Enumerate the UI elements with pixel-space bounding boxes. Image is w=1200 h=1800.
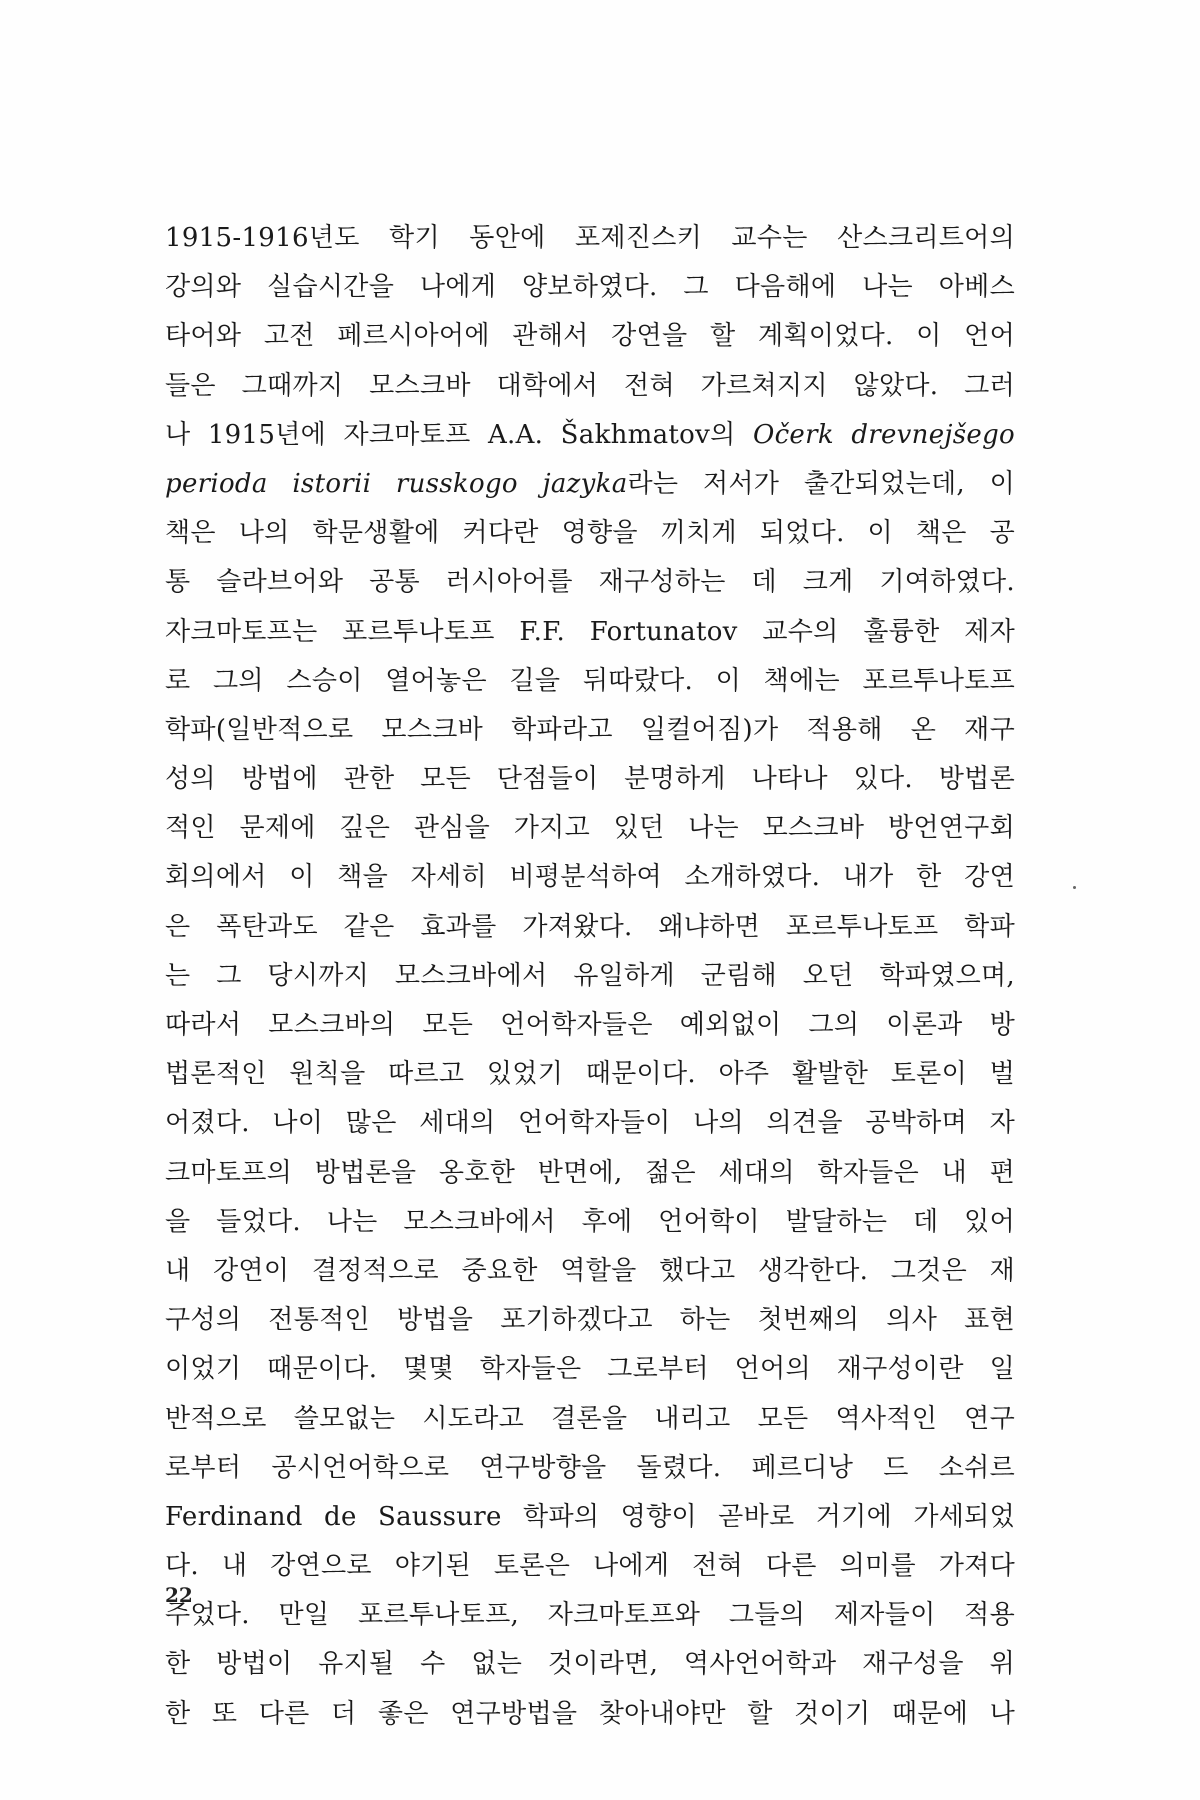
text-line <box>165 1493 1015 1542</box>
text-line <box>165 411 1015 460</box>
text-line <box>165 1591 1015 1640</box>
text-line <box>165 1542 1015 1591</box>
text-line <box>165 1099 1015 1148</box>
text-line <box>165 1198 1015 1247</box>
text-line <box>165 903 1015 952</box>
text-line <box>165 1001 1015 1050</box>
text-line <box>165 706 1015 755</box>
body-text <box>165 214 1015 1739</box>
line-text: 법론적인 원칙을 따르고 있었기 때문이다. 아주 활발한 토론이 벌 <box>165 1059 1015 1090</box>
line-text: 는 그 당시까지 모스크바에서 유일하게 군림해 오던 학파였으며, <box>165 960 1015 991</box>
line-text: 한 또 다른 더 좋은 연구방법을 찾아내야만 할 것이기 때문에 나 <box>165 1698 1015 1729</box>
text-line <box>165 312 1015 361</box>
text-line <box>165 263 1015 312</box>
line-text: 적인 문제에 깊은 관심을 가지고 있던 나는 모스크바 방언연구회 <box>165 813 1015 844</box>
line-text: 타어와 고전 페르시아어에 관해서 강연을 할 계획이었다. 이 언어 <box>165 321 1015 352</box>
italic-title-text: Očerk drevnejšego <box>752 419 1015 450</box>
line-text: 강의와 실습시간을 나에게 양보하였다. 그 다음해에 나는 아베스 <box>165 272 1015 303</box>
line-text: 1915-1916년도 학기 동안에 포제진스키 교수는 산스크리트어의 <box>165 223 1015 253</box>
text-line <box>165 952 1015 1001</box>
text-line <box>165 460 1015 509</box>
line-text: 따라서 모스크바의 모든 언어학자들은 예외없이 그의 이론과 방 <box>165 1010 1015 1040</box>
page-number: 22 <box>165 1583 193 1607</box>
line-text: 구성의 전통적인 방법을 포기하겠다고 하는 첫번째의 의사 표현 <box>165 1305 1015 1336</box>
line-text: 성의 방법에 관한 모든 단점들이 분명하게 나타나 있다. 방법론 <box>165 764 1015 795</box>
line-text: 들은 그때까지 모스크바 대학에서 전혀 가르쳐지지 않았다. 그러 <box>165 370 1015 401</box>
line-text: 한 방법이 유지될 수 없는 것이라면, 역사언어학과 재구성을 위 <box>165 1649 1015 1680</box>
text-line <box>165 1345 1015 1394</box>
line-text: 자크마토프는 포르투나토프 F.F. Fortunatov 교수의 훌륭한 제자 <box>165 616 1015 647</box>
text-line <box>165 657 1015 706</box>
text-line <box>165 1690 1015 1739</box>
text-line <box>165 1640 1015 1689</box>
text-line <box>165 214 1015 263</box>
text-line <box>165 1149 1015 1198</box>
text-line <box>165 1395 1015 1444</box>
line-text: 크마토프의 방법론을 옹호한 반면에, 젊은 세대의 학자들은 내 편 <box>165 1157 1015 1188</box>
line-text: 회의에서 이 책을 자세히 비평분석하여 소개하였다. 내가 한 강연 <box>165 862 1015 893</box>
text-line <box>165 509 1015 558</box>
line-text: 내 강연이 결정적으로 중요한 역할을 했다고 생각한다. 그것은 재 <box>165 1255 1015 1286</box>
line-text: 책은 나의 학문생활에 커다란 영향을 끼치게 되었다. 이 책은 공 <box>165 518 1015 549</box>
line-text: 로 그의 스승이 열어놓은 길을 뒤따랐다. 이 책에는 포르투나토프 <box>165 665 1015 696</box>
scan-speck <box>1073 886 1076 889</box>
line-text: 학파(일반적으로 모스크바 학파라고 일컬어짐)가 적용해 온 재구 <box>165 714 1015 745</box>
text-line <box>165 362 1015 411</box>
text-line <box>165 853 1015 902</box>
text-line <box>165 1296 1015 1345</box>
text-line <box>165 1444 1015 1493</box>
line-text: 나 1915년에 자크마토프 A.A. Šakhmatov의 <box>165 419 753 450</box>
line-text: 이었기 때문이다. 몇몇 학자들은 그로부터 언어의 재구성이란 일 <box>165 1354 1015 1385</box>
line-text: 어졌다. 나이 많은 세대의 언어학자들이 나의 의견을 공박하며 자 <box>165 1108 1015 1139</box>
line-text: Ferdinand de Saussure 학파의 영향이 곧바로 거기에 가세되었 <box>165 1501 1015 1532</box>
line-text: 라는 저서가 출간되었는데, 이 <box>627 468 1015 499</box>
italic-title-text: perioda istorii russkogo jazyka <box>165 468 628 499</box>
line-text: 반적으로 쓸모없는 시도라고 결론을 내리고 모든 역사적인 연구 <box>165 1403 1015 1434</box>
line-text: 주었다. 만일 포르투나토프, 자크마토프와 그들의 제자들이 적용 <box>165 1600 1015 1631</box>
text-line <box>165 608 1015 657</box>
text-line <box>165 558 1015 607</box>
line-text: 은 폭탄과도 같은 효과를 가져왔다. 왜냐하면 포르투나토프 학파 <box>165 911 1015 942</box>
line-text: 로부터 공시언어학으로 연구방향을 돌렸다. 페르디낭 드 소쉬르 <box>165 1452 1015 1483</box>
line-text: 을 들었다. 나는 모스크바에서 후에 언어학이 발달하는 데 있어 <box>165 1206 1015 1237</box>
text-line <box>165 804 1015 853</box>
text-line <box>165 1247 1015 1296</box>
text-line <box>165 755 1015 804</box>
line-text: 다. 내 강연으로 야기된 토론은 나에게 전혀 다른 의미를 가져다 <box>165 1551 1015 1582</box>
text-line <box>165 1050 1015 1099</box>
line-text: 통 슬라브어와 공통 러시아어를 재구성하는 데 크게 기여하였다. <box>165 567 1015 598</box>
